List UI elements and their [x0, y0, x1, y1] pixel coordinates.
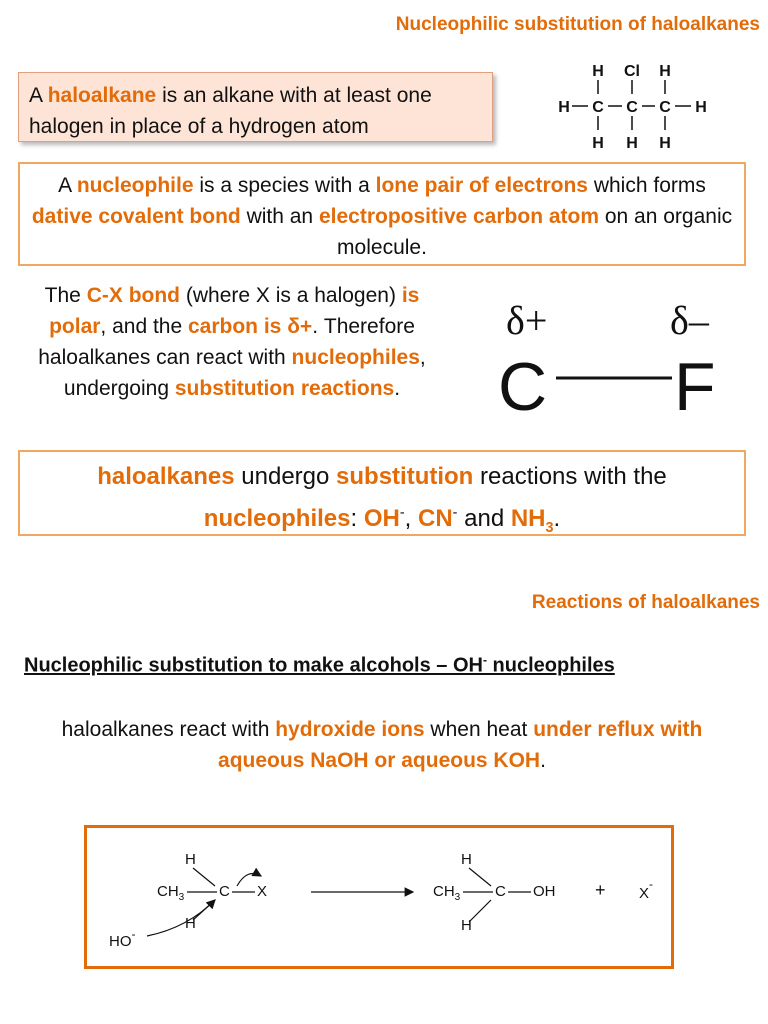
carbon-delta-term: carbon is δ+ [188, 315, 313, 338]
reflux-conditions-term: under reflux with aqueous NaOH or aqueous KOH [218, 718, 703, 772]
reflux-conditions [18, 714, 746, 776]
delta-minus-label: δ– [670, 298, 709, 343]
text: when heat [424, 718, 534, 741]
structure-carbon-2: C [626, 99, 638, 116]
cn-charge: - [452, 505, 458, 521]
subsection-heading [24, 653, 615, 678]
reactant-x: X [257, 883, 268, 900]
delta-plus-label: δ+ [506, 298, 548, 343]
chloropropane-structure [552, 58, 722, 158]
text: . Therefore haloalkanes can react with [38, 315, 415, 369]
text: with an [240, 205, 319, 228]
plus-sign: + [595, 880, 606, 900]
structure-bottom-h2: H [626, 135, 638, 152]
product-h-top: H [461, 851, 472, 868]
nh-text: NH [510, 505, 546, 532]
text: which forms [588, 174, 706, 197]
product-carbon: C [495, 883, 506, 900]
cf-dipole-diagram [492, 290, 742, 420]
is-polar-term: is polar [49, 284, 420, 338]
reactant-carbon: C [219, 883, 230, 900]
hydroxide-term: hydroxide ions [275, 718, 425, 741]
oh-text: OH [363, 505, 400, 532]
substitution-term: substitution [336, 463, 474, 490]
text: , and the [100, 315, 188, 338]
structure-carbon-1: C [592, 99, 604, 116]
structure-top-h3: H [659, 63, 671, 80]
nucleophile-term: nucleophile [76, 174, 194, 197]
text: A [58, 174, 77, 197]
reactant-ch3: $CH_3$ [157, 883, 185, 903]
hydroxide-formula [364, 505, 405, 532]
text: . [540, 749, 546, 772]
haloalkane-definition-box [18, 72, 493, 142]
cx-bond-term: C-X bond [86, 284, 181, 307]
text: , undergoing [63, 346, 426, 400]
nucleophiles-term: nucleophiles [203, 505, 351, 532]
definition-text: is an alkane with at least one halogen in place of a hydrogen atom [29, 84, 432, 138]
section-heading: Reactions of haloalkanes [531, 592, 760, 613]
nucleophiles-term: nucleophiles [291, 346, 420, 369]
hydroxide-ion: HO- [109, 927, 136, 950]
structure-right-h: H [695, 99, 707, 116]
haloalkane-term: haloalkane [47, 84, 157, 107]
text: is a species with a [193, 174, 376, 197]
text: The [44, 284, 87, 307]
substitution-term: substitution reactions [174, 377, 395, 400]
product-oh: OH [533, 883, 556, 900]
cn-text: CN [417, 505, 453, 532]
summary-box [18, 450, 746, 536]
structure-left-h: H [558, 99, 570, 116]
polar-bond-explanation [22, 280, 442, 404]
structure-top-cl: Cl [624, 63, 640, 80]
page-title: Nucleophilic substitution of haloalkanes [395, 14, 760, 35]
nh-subscript: 3 [545, 519, 554, 536]
reactant-h-top: H [185, 851, 196, 868]
text: , [404, 505, 418, 532]
text: undergo [234, 463, 337, 490]
charge: - [482, 653, 487, 667]
ammonia-formula [510, 505, 554, 536]
text: Nucleophilic substitution to make alcohols – OH [24, 654, 483, 677]
cyanide-formula [418, 505, 457, 532]
product-ch3: $CH_3$ [433, 883, 461, 903]
structure-carbon-3: C [659, 99, 671, 116]
text: : [350, 505, 364, 532]
product-h-bottom: H [461, 917, 472, 934]
definition-text: A [29, 84, 48, 107]
fluorine-atom-label: F [674, 349, 716, 420]
mechanism-diagram [87, 828, 671, 966]
nucleophile-definition-box [18, 162, 746, 266]
text: on an organic molecule. [337, 205, 733, 259]
haloalkanes-term: haloalkanes [97, 463, 235, 490]
lone-pair-term: lone pair of electrons [375, 174, 588, 197]
carbon-atom-label: C [498, 349, 548, 420]
text: reactions with the [473, 463, 667, 490]
halide-ion: X- [639, 877, 654, 902]
text: . [553, 505, 561, 532]
structure-bottom-h3: H [659, 135, 671, 152]
oh-charge: - [399, 505, 405, 521]
text: haloalkanes react with [61, 718, 276, 741]
reactant-h-bottom: H [185, 915, 196, 932]
dative-bond-term: dative covalent bond [31, 205, 241, 228]
structure-top-h1: H [592, 63, 604, 80]
text: nucleophiles [486, 654, 615, 677]
mechanism-box [84, 825, 674, 969]
text: . [394, 377, 401, 400]
electropositive-term: electropositive carbon atom [318, 205, 600, 228]
text: (where X is a halogen) [180, 284, 402, 307]
structure-bottom-h1: H [592, 135, 604, 152]
text: and [457, 505, 511, 532]
